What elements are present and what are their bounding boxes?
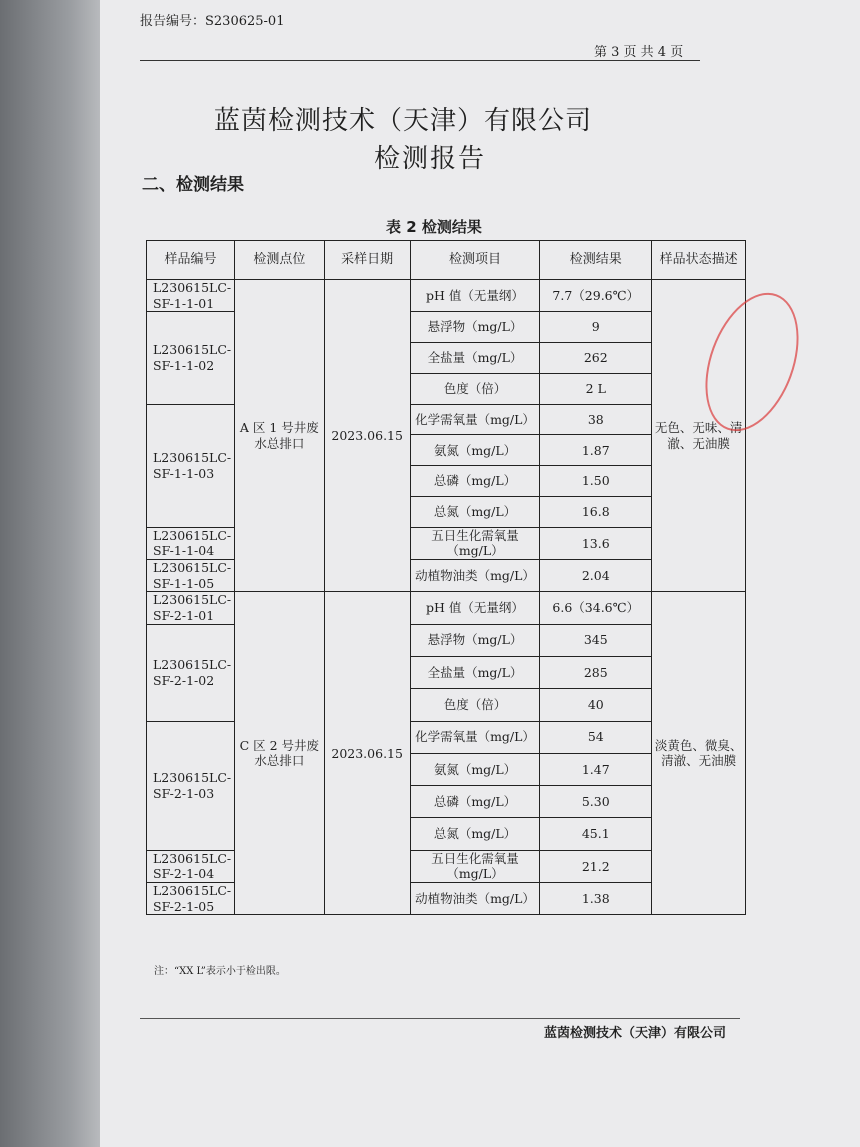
test-item-cell: 五日生化需氧量（mg/L） bbox=[410, 527, 540, 559]
test-item-cell: 氨氮（mg/L） bbox=[410, 753, 540, 785]
test-result-cell: 38 bbox=[540, 404, 652, 435]
test-item-cell: 化学需氧量（mg/L） bbox=[410, 721, 540, 753]
sample-id-cell: L230615LC-SF-1-1-02 bbox=[147, 312, 235, 404]
test-result-cell: 16.8 bbox=[540, 497, 652, 528]
sample-id-cell: L230615LC-SF-2-1-01 bbox=[147, 592, 235, 624]
test-result-cell: 345 bbox=[540, 624, 652, 656]
test-result-cell: 40 bbox=[540, 689, 652, 721]
sample-id-cell: L230615LC-SF-1-1-05 bbox=[147, 560, 235, 592]
sample-id-cell: L230615LC-SF-2-1-03 bbox=[147, 721, 235, 850]
test-result-cell: 2 L bbox=[540, 373, 652, 404]
test-result-cell: 1.50 bbox=[540, 466, 652, 497]
test-item-cell: 悬浮物（mg/L） bbox=[410, 312, 540, 343]
test-item-cell: pH 值（无量纲） bbox=[410, 280, 540, 312]
test-result-cell: 7.7（29.6℃） bbox=[540, 280, 652, 312]
test-result-cell: 6.6（34.6℃） bbox=[540, 592, 652, 624]
footer-company: 蓝茵检测技术（天津）有限公司 bbox=[544, 1026, 727, 1041]
table-header-row bbox=[147, 241, 746, 280]
test-item-cell: 全盐量（mg/L） bbox=[410, 656, 540, 688]
sample-id-cell: L230615LC-SF-2-1-04 bbox=[147, 850, 235, 882]
sample-state-cell: 无色、无味、清澈、无油膜 bbox=[652, 280, 746, 592]
column-header: 样品状态描述 bbox=[652, 241, 746, 280]
test-result-cell: 21.2 bbox=[540, 850, 652, 882]
sample-state-cell: 淡黄色、微臭、清澈、无油膜 bbox=[652, 592, 746, 915]
test-item-cell: 总磷（mg/L） bbox=[410, 786, 540, 818]
test-result-cell: 5.30 bbox=[540, 786, 652, 818]
column-header: 检测点位 bbox=[234, 241, 324, 280]
sample-id-cell: L230615LC-SF-1-1-01 bbox=[147, 280, 235, 312]
report-title: 检测报告 bbox=[374, 144, 487, 174]
table-row bbox=[147, 280, 746, 312]
test-item-cell: 化学需氧量（mg/L） bbox=[410, 404, 540, 435]
table-caption: 表 2 检测结果 bbox=[386, 218, 482, 236]
section-title: 二、检测结果 bbox=[142, 175, 244, 195]
sample-id-cell: L230615LC-SF-2-1-02 bbox=[147, 624, 235, 721]
column-header: 检测结果 bbox=[540, 241, 652, 280]
header-divider bbox=[140, 60, 700, 61]
test-result-cell: 2.04 bbox=[540, 560, 652, 592]
column-header: 采样日期 bbox=[324, 241, 410, 280]
report-number: 报告编号：S230625-01 bbox=[140, 14, 285, 29]
test-item-cell: 总氮（mg/L） bbox=[410, 818, 540, 850]
test-item-cell: 动植物油类（mg/L） bbox=[410, 883, 540, 915]
company-name: 蓝茵检测技术（天津）有限公司 bbox=[214, 106, 593, 136]
sample-id-cell: L230615LC-SF-1-1-04 bbox=[147, 527, 235, 559]
test-item-cell: 色度（倍） bbox=[410, 689, 540, 721]
test-result-cell: 1.87 bbox=[540, 435, 652, 466]
page-number: 第 3 页 共 4 页 bbox=[594, 45, 684, 60]
test-item-cell: 悬浮物（mg/L） bbox=[410, 624, 540, 656]
column-header: 检测项目 bbox=[410, 241, 540, 280]
test-result-cell: 9 bbox=[540, 312, 652, 343]
column-header: 样品编号 bbox=[147, 241, 235, 280]
sample-id-cell: L230615LC-SF-1-1-03 bbox=[147, 404, 235, 527]
date-cell: 2023.06.15 bbox=[324, 280, 410, 592]
results-table bbox=[146, 240, 746, 915]
test-result-cell: 285 bbox=[540, 656, 652, 688]
report-page bbox=[100, 0, 860, 1147]
table-note: 注：“XX L”表示小于检出限。 bbox=[154, 966, 286, 977]
test-result-cell: 13.6 bbox=[540, 527, 652, 559]
location-cell: C 区 2 号井废水总排口 bbox=[234, 592, 324, 915]
test-result-cell: 1.38 bbox=[540, 883, 652, 915]
test-item-cell: 色度（倍） bbox=[410, 373, 540, 404]
test-result-cell: 54 bbox=[540, 721, 652, 753]
test-result-cell: 1.47 bbox=[540, 753, 652, 785]
sample-id-cell: L230615LC-SF-2-1-05 bbox=[147, 883, 235, 915]
test-item-cell: 总氮（mg/L） bbox=[410, 497, 540, 528]
test-item-cell: 全盐量（mg/L） bbox=[410, 343, 540, 374]
test-item-cell: 五日生化需氧量（mg/L） bbox=[410, 850, 540, 882]
page-background bbox=[0, 0, 100, 1147]
date-cell: 2023.06.15 bbox=[324, 592, 410, 915]
table-body bbox=[147, 280, 746, 915]
footer-divider bbox=[140, 1018, 740, 1019]
test-item-cell: 动植物油类（mg/L） bbox=[410, 560, 540, 592]
test-item-cell: 总磷（mg/L） bbox=[410, 466, 540, 497]
test-item-cell: 氨氮（mg/L） bbox=[410, 435, 540, 466]
location-cell: A 区 1 号井废水总排口 bbox=[234, 280, 324, 592]
test-item-cell: pH 值（无量纲） bbox=[410, 592, 540, 624]
table-row bbox=[147, 592, 746, 624]
test-result-cell: 45.1 bbox=[540, 818, 652, 850]
test-result-cell: 262 bbox=[540, 343, 652, 374]
